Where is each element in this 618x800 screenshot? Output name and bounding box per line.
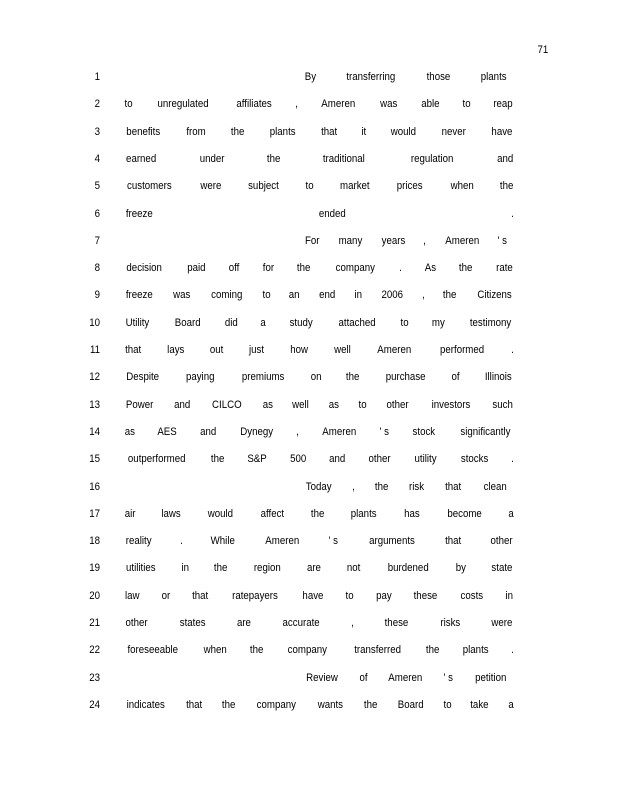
word: to — [345, 589, 354, 602]
word: market — [339, 180, 370, 193]
word: While — [211, 535, 236, 548]
word: freeze — [125, 207, 153, 220]
word: As — [424, 262, 436, 275]
word: utilities — [126, 562, 156, 575]
word: Citizens — [477, 289, 512, 302]
word: well — [292, 398, 310, 411]
word: freeze — [125, 289, 153, 302]
word: costs — [461, 589, 484, 602]
word: the — [443, 289, 457, 302]
word: traditional — [323, 152, 366, 165]
word: laws — [161, 507, 181, 520]
word: that — [445, 535, 462, 548]
word: are — [236, 617, 251, 629]
word: plants — [269, 125, 296, 138]
line-number: 15 — [89, 453, 100, 466]
word: ' s — [329, 535, 339, 548]
word: the — [499, 180, 514, 193]
word: paying — [186, 371, 215, 384]
word: to — [262, 289, 271, 302]
word: have — [302, 589, 324, 602]
word: attached — [338, 316, 376, 329]
word: and — [174, 398, 191, 411]
word: able — [420, 98, 440, 111]
line-number: 5 — [94, 180, 100, 193]
page-number: 71 — [537, 44, 548, 56]
word: transferring — [346, 71, 396, 83]
word: to — [305, 180, 314, 193]
word: to — [462, 98, 471, 111]
text-line — [124, 180, 514, 192]
word: many — [338, 234, 363, 247]
word: company — [288, 644, 328, 657]
word: Illinois — [485, 371, 513, 384]
word: region — [254, 562, 282, 575]
word: . — [180, 535, 183, 548]
word: subject — [248, 180, 280, 193]
word: indicates — [126, 698, 165, 711]
word: ' s — [443, 671, 454, 684]
word: was — [173, 289, 191, 302]
word: have — [491, 125, 513, 138]
line-number: 9 — [94, 289, 100, 302]
word: that — [125, 344, 142, 356]
word: when — [450, 180, 474, 193]
text-line — [124, 208, 514, 220]
line-number: 7 — [94, 234, 100, 247]
text-line — [124, 535, 514, 547]
word: was — [380, 98, 398, 111]
word: accurate — [282, 617, 321, 629]
word: ended — [319, 207, 347, 220]
text-line — [124, 699, 514, 711]
word: stocks — [460, 453, 489, 466]
word: transferred — [353, 644, 401, 657]
word: a — [508, 507, 514, 520]
word: would — [390, 125, 416, 138]
word: years — [381, 234, 406, 247]
word: well — [333, 344, 351, 356]
word: when — [203, 644, 227, 657]
line-number: 20 — [89, 589, 100, 602]
word: would — [208, 507, 234, 520]
word: in — [505, 589, 514, 602]
word: the — [346, 371, 360, 384]
word: Despite — [126, 371, 160, 384]
word: those — [426, 71, 451, 83]
text-line — [124, 426, 514, 438]
word: that — [186, 698, 203, 711]
word: reap — [493, 98, 513, 111]
word: reality — [125, 535, 152, 548]
word: other — [125, 617, 148, 629]
text-line — [124, 153, 514, 165]
word: such — [492, 398, 513, 411]
word: wants — [318, 698, 344, 711]
line-number: 22 — [89, 644, 100, 657]
word: a — [508, 698, 514, 711]
word: significantly — [460, 425, 511, 438]
word: out — [210, 344, 224, 356]
word: that — [445, 480, 462, 493]
word: under — [199, 152, 225, 165]
word: , — [296, 425, 300, 438]
word: the — [221, 698, 236, 711]
word: , — [295, 98, 298, 111]
word: the — [230, 125, 245, 138]
text-line — [304, 481, 508, 493]
word: and — [496, 152, 513, 165]
word: has — [403, 507, 420, 520]
word: rate — [496, 262, 513, 275]
word: other — [386, 398, 409, 411]
text-line — [304, 672, 508, 684]
word: arguments — [368, 535, 415, 548]
word: foreseeable — [127, 644, 179, 657]
word: Utility — [125, 316, 150, 329]
word: , — [421, 289, 425, 302]
line-number: 10 — [89, 316, 100, 329]
word: Board — [174, 316, 201, 329]
word: it — [360, 125, 366, 138]
word: of — [359, 671, 368, 684]
word: how — [289, 344, 308, 356]
word: as — [262, 398, 273, 411]
word: the — [211, 453, 225, 466]
word: a — [260, 316, 266, 329]
word: of — [451, 371, 461, 384]
word: For — [304, 234, 320, 247]
word: unregulated — [157, 98, 209, 111]
text-line — [124, 371, 514, 383]
word: AES — [157, 425, 178, 438]
word: . — [399, 262, 403, 275]
word: prices — [397, 180, 423, 193]
line-number: 4 — [94, 152, 100, 165]
text-line — [124, 399, 514, 411]
text-line — [124, 126, 514, 138]
word: the — [459, 262, 473, 275]
word: are — [307, 562, 322, 575]
word: and — [200, 425, 217, 438]
word: the — [363, 698, 378, 711]
word: By — [304, 71, 317, 83]
word: that — [320, 125, 337, 138]
word: affect — [260, 507, 285, 520]
word: petition — [474, 671, 506, 684]
line-number: 13 — [89, 398, 100, 411]
text-line — [124, 644, 514, 656]
word: study — [289, 316, 313, 329]
line-number: 2 — [94, 98, 100, 111]
line-number: 21 — [89, 617, 100, 629]
word: affiliates — [236, 98, 272, 111]
word: law — [124, 589, 140, 602]
word: lays — [167, 344, 185, 356]
word: that — [191, 589, 208, 602]
line-number: 23 — [89, 671, 100, 684]
word: S&P — [247, 453, 267, 466]
word: . — [511, 644, 514, 657]
text-line — [124, 617, 514, 629]
line-number: 11 — [89, 344, 100, 356]
word: plants — [351, 507, 377, 520]
word: Ameren — [388, 671, 423, 684]
word: state — [491, 562, 513, 575]
text-line — [124, 98, 514, 110]
word: , — [352, 480, 356, 493]
word: CILCO — [211, 398, 242, 411]
word: to — [358, 398, 367, 411]
word: . — [511, 207, 514, 220]
word: not — [346, 562, 361, 575]
text-line — [124, 262, 514, 274]
word: ' s — [379, 425, 390, 438]
line-number: 6 — [94, 207, 100, 220]
word: . — [511, 453, 514, 466]
word: plants — [462, 644, 489, 657]
line-number: 14 — [89, 425, 100, 438]
word: on — [311, 371, 322, 384]
word: testimony — [469, 316, 512, 329]
word: were — [200, 180, 221, 193]
word: states — [179, 617, 206, 629]
text-line — [124, 508, 514, 520]
word: never — [441, 125, 466, 138]
word: , — [351, 617, 355, 629]
word: investors — [431, 398, 470, 411]
word: plants — [480, 71, 507, 83]
word: to — [124, 98, 133, 111]
text-line — [304, 71, 508, 83]
word: other — [368, 453, 391, 466]
word: to — [443, 698, 452, 711]
text-line — [124, 453, 514, 465]
line-number: 12 — [89, 371, 100, 384]
word: become — [446, 507, 482, 520]
word: decision — [126, 262, 162, 275]
word: company — [335, 262, 375, 275]
word: stock — [412, 425, 435, 438]
word: pay — [375, 589, 392, 602]
line-number: 1 — [94, 71, 100, 83]
word: Ameren — [444, 234, 479, 247]
word: to — [400, 316, 409, 329]
line-number: 16 — [89, 480, 100, 493]
line-number: 24 — [89, 698, 100, 711]
word: the — [375, 480, 389, 493]
word: as — [124, 425, 135, 438]
word: . — [511, 344, 514, 356]
word: Power — [125, 398, 154, 411]
word: Ameren — [321, 98, 356, 111]
word: Ameren — [377, 344, 412, 356]
word: 500 — [290, 453, 307, 466]
word: for — [262, 262, 274, 275]
word: Dynegy — [240, 425, 274, 438]
word: end — [319, 289, 336, 302]
word: customers — [127, 180, 172, 193]
word: an — [289, 289, 300, 302]
word: performed — [440, 344, 485, 356]
word: Board — [397, 698, 424, 711]
word: utility — [414, 453, 437, 466]
word: the — [266, 152, 280, 165]
word: risk — [409, 480, 425, 493]
text-line — [304, 235, 508, 247]
word: the — [250, 644, 264, 657]
word: these — [384, 617, 409, 629]
word: Review — [306, 671, 338, 684]
text-line — [124, 344, 514, 356]
text-line — [124, 562, 514, 574]
word: the — [297, 262, 311, 275]
word: air — [124, 507, 136, 520]
word: the — [214, 562, 228, 575]
text-line — [124, 590, 514, 602]
word: and — [329, 453, 346, 466]
word: paid — [187, 262, 206, 275]
word: coming — [211, 289, 243, 302]
word: Today — [305, 480, 332, 493]
word: clean — [483, 480, 507, 493]
word: burdened — [387, 562, 429, 575]
text-line — [124, 289, 514, 301]
line-number: 17 — [89, 507, 100, 520]
word: premiums — [242, 371, 285, 384]
word: earned — [126, 152, 157, 165]
word: ' s — [497, 234, 508, 247]
word: the — [425, 644, 440, 657]
word: purchase — [386, 371, 426, 384]
word: just — [249, 344, 265, 356]
line-number: 8 — [94, 262, 100, 275]
word: benefits — [126, 125, 161, 138]
word: the — [310, 507, 325, 520]
word: regulation — [410, 152, 454, 165]
word: other — [490, 535, 513, 548]
word: by — [455, 562, 466, 575]
word: take — [470, 698, 489, 711]
word: these — [414, 589, 438, 602]
word: off — [228, 262, 240, 275]
word: , — [423, 234, 427, 247]
text-line — [124, 317, 514, 329]
word: in — [181, 562, 190, 575]
word: my — [431, 316, 445, 329]
word: as — [328, 398, 340, 411]
word: risks — [440, 617, 461, 629]
word: from — [186, 125, 206, 138]
word: ratepayers — [232, 589, 278, 602]
word: company — [256, 698, 296, 711]
word: in — [354, 289, 362, 302]
line-number: 3 — [94, 125, 100, 138]
word: did — [224, 316, 238, 329]
word: were — [491, 617, 513, 629]
word: Ameren — [322, 425, 357, 438]
word: outperformed — [127, 453, 186, 466]
line-number: 19 — [89, 562, 100, 575]
word: Ameren — [265, 535, 300, 548]
word: 2006 — [381, 289, 403, 302]
line-number: 18 — [89, 535, 100, 548]
word: or — [161, 589, 170, 602]
